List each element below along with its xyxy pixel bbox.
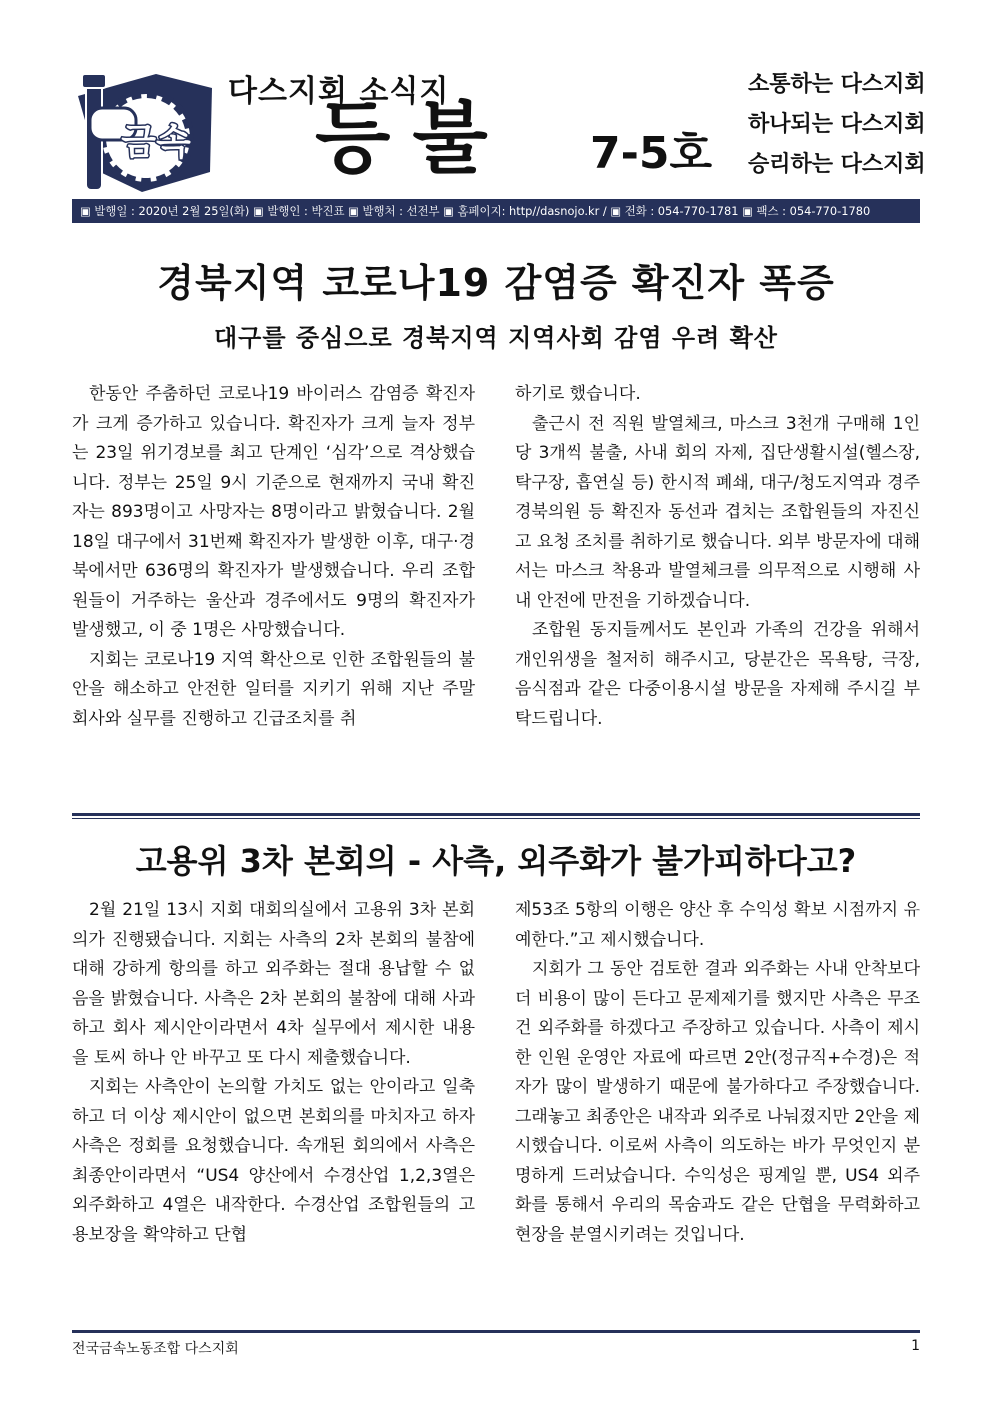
slogan-1: 소통하는 다스지회 (748, 72, 926, 97)
issue-number: 7-5호 (590, 128, 712, 179)
article1-right-column (515, 380, 920, 734)
publication-info-bar (72, 199, 920, 223)
slogan-2: 하나되는 다스지회 (748, 112, 926, 137)
section-divider-thin (72, 818, 920, 819)
article1-left-column (72, 380, 475, 734)
article2-right-column (515, 896, 920, 1250)
footer-organization: 전국금속노동조합 다스지회 (72, 1341, 239, 1357)
article1-paragraph-2: 지회는 코로나19 지역 확산으로 인한 조합원들의 불안을 해소하고 안전한 일터를 지키기 위해 지난 주말 회사와 실무를 진행하고 긴급조치를 취 (72, 649, 475, 729)
article2-headline: 고용위 3차 본회의 - 사측, 외주화가 불가피하다고? (135, 842, 857, 880)
footer-divider (72, 1330, 920, 1333)
article1-paragraph-2-cont: 하기로 했습니다. (515, 384, 641, 404)
page-number: 1 (911, 1338, 920, 1354)
section-divider (72, 813, 920, 816)
union-logo (72, 68, 218, 196)
article2-paragraph-1: 2월 21일 13시 지회 대회의실에서 고용위 3차 본회의가 진행됐습니다. 지회는 사측의 2차 본회의 불참에 대해 강하게 항의를 하고 외주화는 절대 용납할 수 없음을 밝혔습니다. 사측은 2차 본회의 불참에 대해 사과하고 회사 제시안이라면서 4차 실무에서 제시한 내용을 토씨 하나 안 바꾸고 또 다시 제출했습니다. (72, 900, 475, 1068)
article2-paragraph-3: 지회가 그 동안 검토한 결과 외주화는 사내 안착보다 더 비용이 많이 든다고 문제제기를 했지만 사측은 무조건 외주화를 하겠다고 주장하고 있습니다. 사측이 제시한 인원 운영안 자료에 따르면 2안(정규직+수경)은 적자가 많이 발생하기 때문에 불가하다고 주장했습니다. 그래놓고 최종안은 내작과 외주로 나눠졌지만 2안을 제시했습니다. 이로써 사측이 의도하는 바가 무엇인지 분명하게 드러났습니다. 수익성은 핑계일 뿐, US4 외주화를 통해서 우리의 목숨과도 같은 단협을 무력화하고 현장을 분열시키려는 것입니다. (515, 959, 920, 1245)
article2-left-column (72, 896, 475, 1250)
article1-paragraph-3: 출근시 전 직원 발열체크, 마스크 3천개 구매해 1인당 3개씩 불출, 사내 회의 자제, 집단생활시설(헬스장, 탁구장, 흡연실 등) 한시적 폐쇄, 대구/청도지역과 경주 경북의원 등 확진자 동선과 겹치는 조합원들의 자진신고 요청 조치를 취하기로 했습니다. 외부 방문자에 대해서는 마스크 착용과 발열체크를 의무적으로 시행해 사내 안전에 만전을 기하겠습니다. (515, 413, 920, 611)
slogan-list (748, 70, 926, 190)
publication-info-text: ▣ 발행일 : 2020년 2월 25일(화) ▣ 발행인 : 박진표 ▣ 발행처 : 선전부 ▣ 홈페이지: http//dasnojo.kr / ▣ 전화 : 054-770-1781 ▣ 팩스 : 054-770-1780 (80, 204, 871, 218)
article2-paragraph-2: 지회는 사측안이 논의할 가치도 없는 안이라고 일축하고 더 이상 제시안이 없으면 본회의를 마치자고 하자 사측은 정회를 요청했습니다. 속개된 회의에서 사측은 최종안이라면서 “US4 양산에서 수경산업 1,2,3열은 외주화하고 4열은 내작한다. 수경산업 조합원들의 고용보장을 확약하고 단협 (72, 1077, 475, 1245)
masthead-title: 등불 (315, 93, 510, 184)
slogan-3: 승리하는 다스지회 (748, 152, 926, 177)
article1-subheadline: 대구를 중심으로 경북지역 지역사회 감염 우려 확산 (214, 324, 778, 352)
newsletter-subtitle: 다스지회 소식지 (228, 74, 450, 109)
article1-paragraph-1: 한동안 주춤하던 코로나19 바이러스 감염증 확진자가 크게 증가하고 있습니다. 확진자가 크게 늘자 정부는 23일 위기경보를 최고 단계인 ‘심각’으로 격상했습니다. 정부는 25일 9시 기준으로 현재까지 국내 확진자는 893명이고 사망자는 8명이라고 밝혔습니다. 2월 18일 대구에서 31번째 확진자가 발생한 이후, 대구·경북에서만 636명의 확진자가 발생했습니다. 우리 조합원들이 거주하는 울산과 경주에서도 9명의 확진자가 발생했고, 이 중 1명은 사망했습니다. (72, 384, 475, 640)
article2-paragraph-2-cont: 제53조 5항의 이행은 양산 후 수익성 확보 시점까지 유예한다.”고 제시했습니다. (515, 900, 920, 950)
article1-headline: 경북지역 코로나19 감염증 확진자 폭증 (157, 261, 835, 305)
article1-paragraph-4: 조합원 동지들께서도 본인과 가족의 건강을 위해서 개인위생을 철저히 해주시고, 당분간은 목욕탕, 극장, 음식점과 같은 다중이용시설 방문을 자제해 주시길 부탁드립니다. (515, 620, 920, 729)
logo-text: 금속 (121, 122, 191, 163)
